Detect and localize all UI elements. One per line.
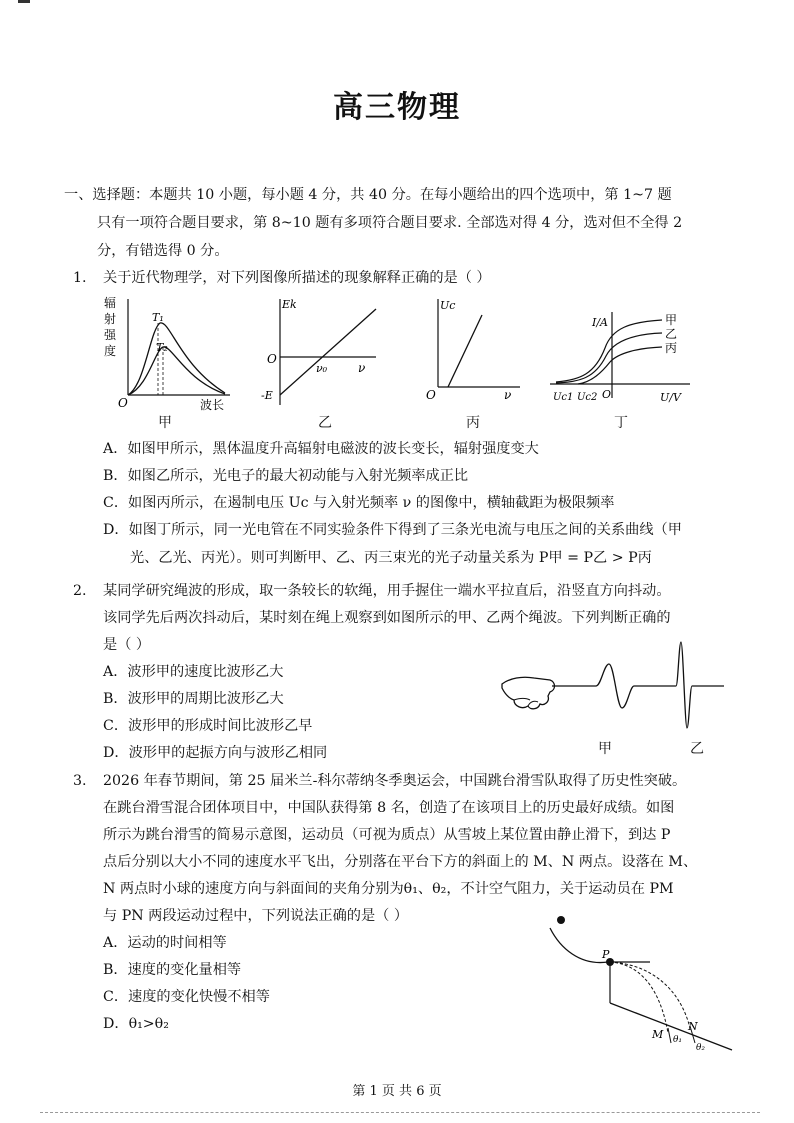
q3-stem-line-5: N 两点时小球的速度方向与斜面间的夹角分别为θ₁、θ₂，不计空气阻力，关于运动员在 PM [103,881,674,897]
q3-stem-line-2: 在跳台滑雪混合团体项目中，中国队获得第 8 名，创造了在该项目上的历史最好成绩。如图 [103,800,675,816]
q3-option-c: C．速度的变化快慢不相等 [103,989,270,1005]
q3-ski-jump-figure [540,908,740,1058]
scan-corner-mark [18,0,30,3]
page-footer: 第 1 页 共 6 页 [352,1084,442,1099]
q1-option-b: B．如图乙所示，光电子的最大初动能与入射光频率成正比 [103,468,469,484]
ding-xlabel: U/V [660,391,681,404]
q1-figure-jia [100,295,240,413]
bing-ylabel: Uc [440,299,456,312]
q2-option-a: A．波形甲的速度比波形乙大 [103,664,284,680]
ding-uc1: Uc1 [553,392,574,403]
jia-origin: O [118,396,128,410]
q2-stem-line-3: 是（ ） [103,637,151,653]
label-theta2: θ₂ [696,1043,706,1053]
q3-stem-line-3: 所示为跳台滑雪的简易示意图，运动员（可视为质点）从雪坡上某位置由静止滑下，到达 P [103,827,671,843]
q2-stem-line-1: 某同学研究绳波的形成，取一条较长的软绳，用手握住一端水平拉直后，沿竖直方向抖动。 [103,583,671,599]
jia-ylabel-4: 度 [104,344,117,358]
section-intro-line-3: 分，有错选得 0 分。 [97,243,229,259]
bing-origin: O [426,388,436,402]
ding-curve-jia: 甲 [665,313,678,327]
q1-option-d-line-1: D．如图丁所示，同一光电管在不同实验条件下得到了三条光电流与电压之间的关系曲线（甲 [103,522,682,538]
yi-v0-label: ν₀ [316,362,328,375]
q2-fig-label-yi: 乙 [690,741,704,757]
q3-number: 3. [73,773,87,789]
jia-xlabel: 波长 [200,398,225,412]
ding-ylabel: I/A [592,316,608,329]
q3-stem-line-6: 与 PN 两段运动过程中，下列说法正确的是（ ） [103,908,409,924]
q1-figure-yi [258,295,388,413]
fig-caption-jia: 甲 [158,415,172,431]
q3-option-b: B．速度的变化量相等 [103,962,242,978]
q2-option-b: B．波形甲的周期比波形乙大 [103,691,284,707]
jia-ylabel-3: 强 [104,328,117,342]
ding-origin: O [602,388,612,401]
bottom-rule [40,1112,760,1113]
q2-fig-label-jia: 甲 [598,741,612,757]
q2-rope-wave-figure [500,636,740,736]
q3-option-a: A．运动的时间相等 [103,935,227,951]
bing-xlabel: ν [504,388,512,402]
q1-figure-ding [550,308,700,413]
q1-number: 1. [73,270,87,286]
q1-option-d-line-2: 光、乙光、丙光）。则可判断甲、乙、丙三束光的光子动量关系为 P甲 = P乙 > P丙 [130,550,652,566]
q1-figure-bing [420,295,530,413]
label-m: M [652,1028,664,1041]
yi-ylabel: Ek [282,298,297,311]
label-p: P [602,948,610,961]
yi-neg-label: -E [261,389,273,402]
q3-stem-line-1: 2026 年春节期间，第 25 届米兰-科尔蒂纳冬季奥运会，中国跳台滑雪队取得了历史性突破。 [103,773,687,789]
jia-ylabel-2: 射 [104,312,117,326]
jia-t2-label: T₂ [156,341,168,354]
ding-uc2: Uc2 [577,392,598,403]
q1-option-a: A．如图甲所示，黑体温度升高辐射电磁波的波长变长，辐射强度变大 [103,441,539,457]
q2-option-d: D．波形甲的起振方向与波形乙相同 [103,745,328,761]
q3-stem-line-4: 点后分别以大小不同的速度水平飞出，分别落在平台下方的斜面上的 M、N 两点。设落在 M、 [103,854,698,870]
ding-curve-yi: 乙 [665,327,678,341]
q2-number: 2. [73,583,87,599]
section-intro-line-1: 一、选择题：本题共 10 小题，每小题 4 分，共 40 分。在每小题给出的四个选项中，第 1~7 题 [64,187,672,203]
skier-start-dot [557,916,565,924]
page-title: 高三物理 [333,90,461,125]
jia-ylabel-1: 辐 [104,296,117,310]
q3-option-d: D．θ₁>θ₂ [103,1016,169,1032]
q1-stem: 关于近代物理学，对下列图像所描述的现象解释正确的是（ ） [103,270,491,286]
hand-icon [502,677,555,709]
fig-caption-bing: 丙 [466,415,480,431]
label-theta1: θ₁ [673,1035,683,1045]
q2-stem-line-2: 该同学先后两次抖动后，某时刻在绳上观察到如图所示的甲、乙两个绳波。下列判断正确的 [103,610,671,626]
fig-caption-yi: 乙 [318,415,332,431]
fig-caption-ding: 丁 [614,415,628,431]
q2-option-c: C．波形甲的形成时间比波形乙早 [103,718,313,734]
section-intro-line-2: 只有一项符合题目要求，第 8~10 题有多项符合题目要求. 全部选对得 4 分，选对但不全得 2 [97,215,683,231]
yi-xlabel: ν [358,361,366,375]
ding-curve-bing: 丙 [665,341,678,355]
jia-t1-label: T₁ [152,311,164,324]
q1-option-c: C．如图丙所示，在遏制电压 Uc 与入射光频率 ν 的图像中，横轴截距为极限频率 [103,495,615,511]
label-n: N [688,1020,698,1033]
yi-origin: O [267,352,277,366]
